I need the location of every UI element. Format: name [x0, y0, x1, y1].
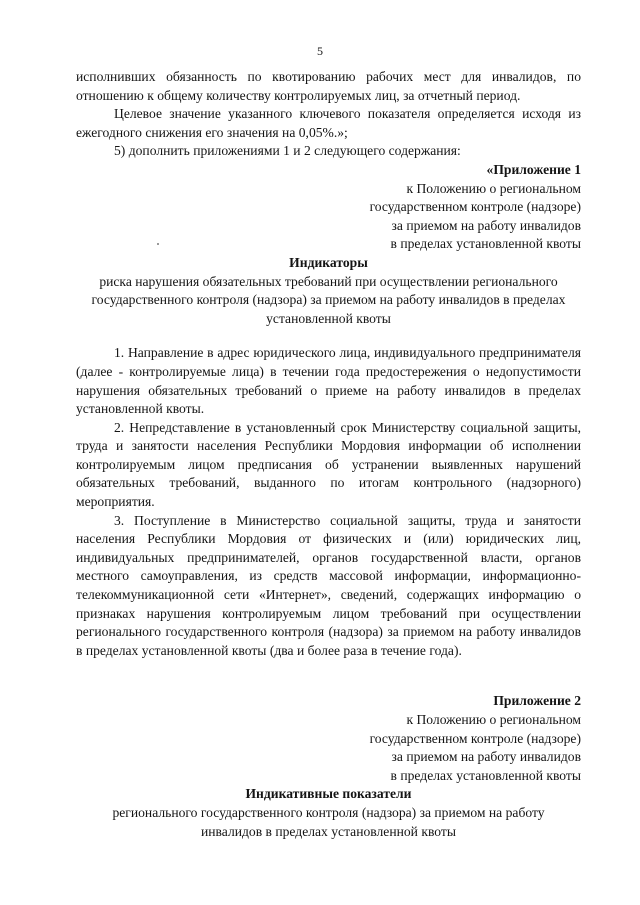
indicators-title: Индикаторы: [289, 254, 368, 270]
indicator-item-2: 2. Непредставление в установленный срок Министерству социальной защиты, труда и занятости населения Республики Мордовия информации об исполнении контролируемым лицом предписания об устранении выявленных нарушений обязательных требований, выданного по итогам контрольного (надзорного) мероприятия.: [76, 419, 581, 510]
indicators-subtitle: риска нарушения обязательных требований при осуществлении регионального государственного контроля (надзора) за приемом на работу инвалидов в пределах установленной квоты: [91, 273, 566, 326]
annex2-line1: к Положению о региональном: [406, 712, 581, 727]
intro-continuation: исполнивших обязанность по квотированию рабочих мест для инвалидов, по отношению к общему количеству контролируемых лиц, за отчетный период.: [76, 69, 581, 103]
indicator-item-1: 1. Направление в адрес юридического лица, индивидуального предпринимателя (далее - контролируемые лица) в течении года предостережения о недопустимости нарушения обязательных требований о приеме на работу инвалидов в пределах установленной квоты.: [76, 345, 581, 417]
indicative-subtitle: регионального государственного контроля (надзора) за приемом на работу инвалидов в пределах установленной квоты: [112, 804, 545, 839]
indicative-title: Индикативные показатели: [245, 786, 412, 802]
annex2-line4: в пределах установленной квоты: [390, 767, 581, 783]
annex1-heading: «Приложение 1: [486, 161, 581, 177]
intro-item-5: 5) дополнить приложениями 1 и 2 следующего содержания:: [114, 143, 461, 159]
document-body: [76, 68, 581, 841]
intro-target-value: Целевое значение указанного ключевого показателя определяется исходя из ежегодного снижения его значения на 0,05%.»;: [76, 106, 581, 140]
annex2-header: [76, 692, 581, 785]
indicators-list: [76, 344, 581, 660]
annex2-line3: за приемом на работу инвалидов: [391, 749, 581, 765]
annex1-line1: к Положению о региональном: [406, 180, 581, 196]
annex2-line2: государственном контроле (надзоре): [369, 730, 581, 746]
annex1-line4: в пределах установленной квоты: [390, 236, 581, 252]
indicator-item-3: 3. Поступление в Министерство социальной защиты, труда и занятости населения Республики Мордовия от физических и (или) юридических лиц, индивидуальных предпринимателей, органов государственной власти, органов местного самоуправления, из средств массовой информации, информационно-телекоммуникационной сети «Интернет», сведений, содержащих информацию о признаках нарушения контролируемым лицом требований при осуществлении регионального государственного контроля (надзора) за приемом на работу инвалидов в пределах установленной квоты (два и более раза в течение года).: [76, 512, 581, 658]
annex1-line2: государственном контроле (надзоре): [369, 199, 581, 215]
page-number: 5: [317, 44, 323, 58]
annex2-heading: Приложение 2: [493, 693, 581, 709]
annex1-header: [76, 161, 581, 254]
annex1-line3: за приемом на работу инвалидов: [391, 217, 581, 233]
